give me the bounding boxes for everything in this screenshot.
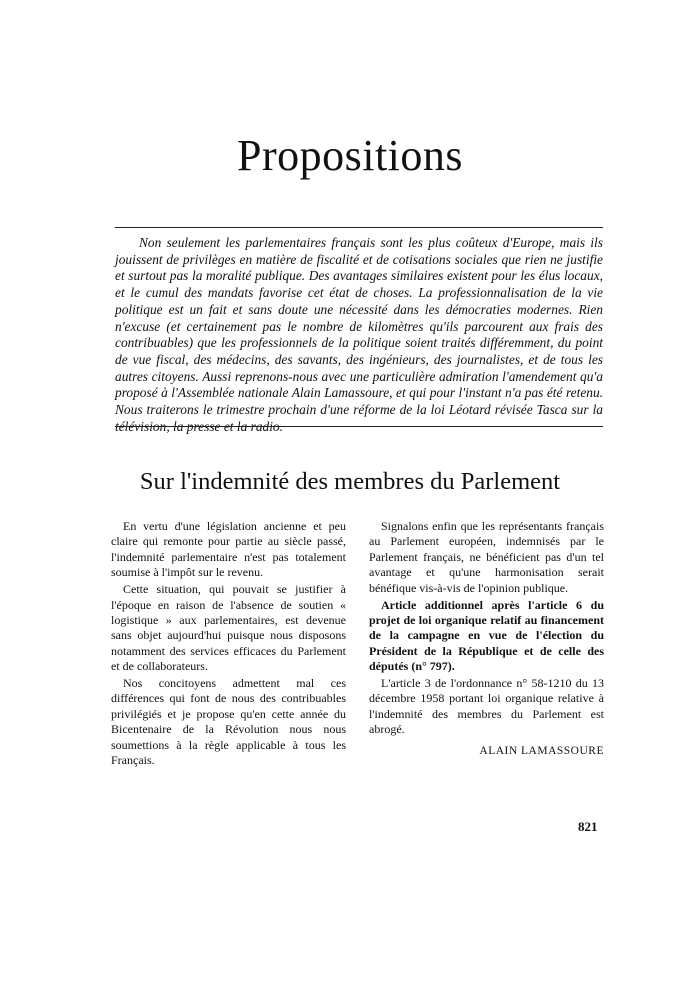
- right-paragraph-2: L'article 3 de l'ordonnance n° 58-1210 du 13 décembre 1958 portant loi organique relative à l'indemnité des membres du Parlement est abrogé.: [369, 676, 604, 737]
- left-paragraph-2: Cette situation, qui pouvait se justifier à l'époque en raison de l'absence de soutien « logistique » aux parlementaires, est devenue sans objet aujourd'hui puisque nous disposons notamment des services efficaces du Parlement et de collaborateurs.: [111, 582, 346, 674]
- page-number: 821: [578, 819, 598, 834]
- left-paragraph-1: En vertu d'une législation ancienne et peu claire qui remonte pour partie au siècle passé, l'indemnité parlementaire n'est pas totalement soumise à l'impôt sur le revenu.: [111, 519, 346, 580]
- left-column: [111, 519, 346, 770]
- article-title: Sur l'indemnité des membres du Parlement: [139, 468, 561, 495]
- right-column: [369, 519, 604, 759]
- top-divider: [115, 227, 603, 228]
- bottom-divider: [115, 426, 603, 427]
- author-signature: ALAIN LAMASSOURE: [479, 744, 604, 757]
- page-title: Propositions: [236, 131, 464, 180]
- intro-paragraph: Non seulement les parlementaires français sont les plus coûteux d'Europe, mais ils jouissent de privilèges en matière de fiscalité et de cotisations sociales que rien ne justifie et surtout pas la moralité publique. Des avantages similaires existent pour les élus locaux, et le cumul des mandats favorise cet état de choses. La professionnalisation de la vie politique est un fait et sans doute une nécessité dans les démocraties modernes. Rien n'excuse (et certainement pas le nombre de kilomètres qu'ils parcourent aux frais des contribuables) que les professionnels de la politique soient traités différemment, du point de vue fiscal, des médecins, des savants, des ingénieurs, des journalistes, et de tous les autres citoyens. Aussi reprenons-nous avec une particulière admiration l'amendement qu'a proposé à l'Assemblée nationale Alain Lamassoure, et qui pour l'instant n'a pas été retenu. Nous traiterons le trimestre prochain d'une réforme de la loi Léotard révisée Tasca sur la télévision, la presse et la radio.: [115, 235, 603, 434]
- left-paragraph-3: Nos concitoyens admettent mal ces différences qui font de nous des contribuables privilégiés et je propose qu'en cette année du Bicentenaire de la Révolution nous nous soumettions à la règle applicable à tous les Français.: [111, 676, 346, 768]
- amendment-heading: Article additionnel après l'article 6 du projet de loi organique relatif au financement de la campagne en vue de l'élection du Président de la République et de celle des députés (n° 797).: [369, 597, 604, 674]
- right-paragraph-1: Signalons enfin que les représentants français au Parlement européen, indemnisés par le Parlement français, ne bénéficient pas d'un tel avantage et qu'une harmonisation serait bénéfique vis-à-vis de l'opinion publique.: [369, 519, 604, 595]
